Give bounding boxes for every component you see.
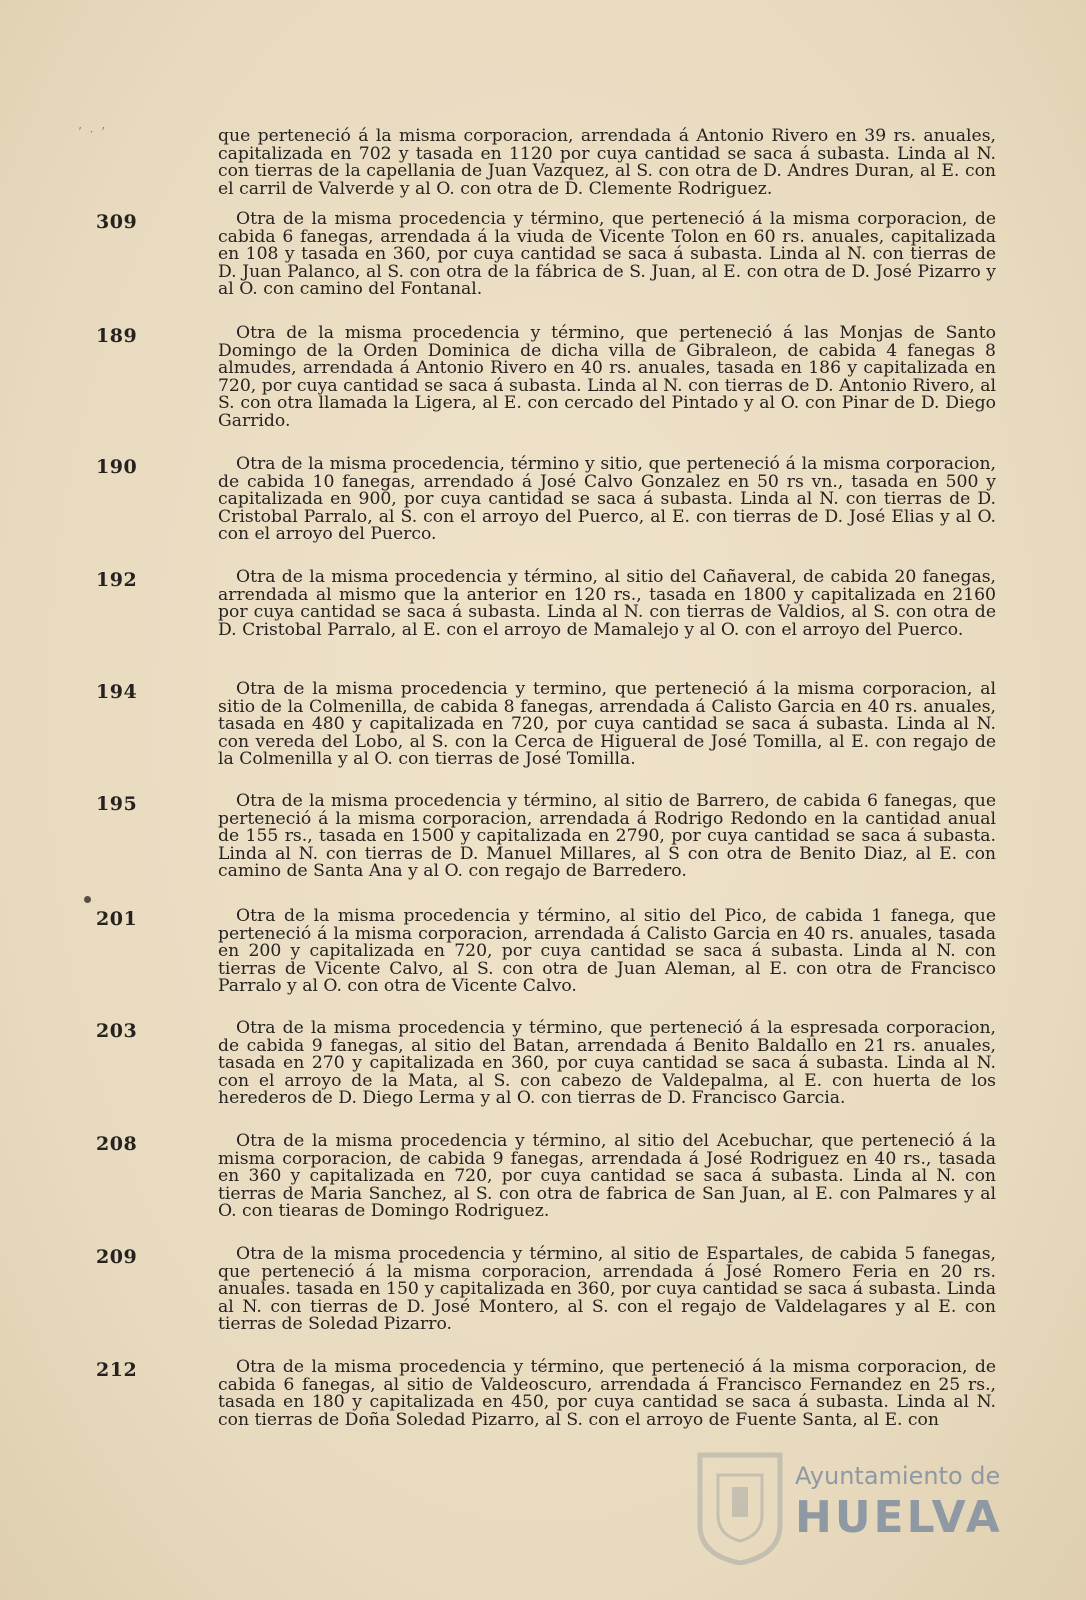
entry-text: Otra de la misma procedencia, término y sitio, que perteneció á la misma corporacion, de cabida 10 fanegas, arrendado á José Calvo Gonzalez en 50 rs vn., tasada en 500 y capitalizada en 900, por cuya cantidad se saca á subasta. Linda al N. con tierras de D. Cristobal Parralo, al S. con el arroyo del Puerco, al E. con tierras de D. José Elias y al O. con el arroyo del Puerco. [218, 454, 996, 545]
entry-text: Otra de la misma procedencia y término, al sitio de Espartales, de cabida 5 fanegas, que perteneció á la misma corporacion, arrendada á José Romero Feria en 20 rs. anuales. tasada en 150 y capitalizada en 360, por cuya cantidad se saca á subasta. Linda al N. con tierras de D. José Montero, al S. con el regajo de Valdelagares y al E. con tierras de Soledad Pizarro. [218, 1244, 996, 1335]
entry-text: Otra de la misma procedencia y término, que perteneció á la misma corporacion, de cabida 6 fanegas, arrendada á la viuda de Vicente Tolon en 60 rs. anuales, capitalizada en 108 y tasada en 360, por cuya cantidad se saca á subasta. Linda al N. con tierras de D. Juan Palanco, al S. con otra de la fábrica de S. Juan, al E. con otra de D. José Pizarro y al O. con camino del Fontanal. [218, 209, 996, 300]
watermark-line-2: HUELVA [795, 1492, 1003, 1543]
entry-number: 192 [96, 569, 138, 591]
entry-text: Otra de la misma procedencia y término, al sitio de Barrero, de cabida 6 fanegas, que perteneció á la misma corporacion, arrendada á Rodrigo Redondo en la cantidad anual de 155 rs., tasada en 1500 y capitalizada en 2790, por cuya cantidad se saca á subasta. Linda al N. con tierras de D. Manuel Millares, al S con otra de Benito Diaz, al E. con camino de Santa Ana y al O. con regajo de Barredero. [218, 791, 996, 882]
entry-number: 194 [96, 681, 138, 703]
margin-marks: ’ · ’ [78, 125, 108, 139]
entry-number: 208 [96, 1133, 138, 1155]
entry-number: 209 [96, 1246, 138, 1268]
entry-text: Otra de la misma procedencia y término, al sitio del Acebuchar, que perteneció á la misma corporacion, de cabida 9 fanegas, arrendada á José Rodriguez en 40 rs., tasada en 360 y capitalizada en 720, por cuya cantidad se saca á subasta. Linda al N. con tierras de Maria Sanchez, al S. con otra de fabrica de San Juan, al E. con Palmares y al O. con tiearas de Domingo Rodriguez. [218, 1131, 996, 1222]
ink-spot [84, 896, 91, 903]
entry-text: Otra de la misma procedencia y término, que perteneció á la misma corporacion, de cabida 6 fanegas, al sitio de Valdeoscuro, arrendada á Francisco Fernandez en 25 rs., tasada en 180 y capitalizada en 450, por cuya cantidad se saca á subasta. Linda al N. con tierras de Doña Soledad Pizarro, al S. con el arroyo de Fuente Santa, al E. con [218, 1357, 996, 1430]
entry-text: Otra de la misma procedencia y término, al sitio del Cañaveral, de cabida 20 fanegas, arrendada al mismo que la anterior en 120 rs., tasada en 1800 y capitalizada en 2160 por cuya cantidad se saca á subasta. Linda al N. con tierras de Valdios, al S. con otra de D. Cristobal Parralo, al E. con el arroyo de Mamalejo y al O. con el arroyo del Puerco. [218, 567, 996, 640]
entry-number: 212 [96, 1359, 138, 1381]
entry-number: 189 [96, 325, 138, 347]
entry-text: que perteneció á la misma corporacion, arrendada á Antonio Rivero en 39 rs. anuales, capitalizada en 702 y tasada en 1120 por cuya cantidad se saca á subasta. Linda al N. con tierras de la capellania de Juan Vazquez, al S. con otra de D. Andres Duran, al E. con el carril de Valverde y al O. con otra de D. Clemente Rodriguez. [218, 126, 996, 199]
entry-text: Otra de la misma procedencia y término, que perteneció á la espresada corporacion, de cabida 9 fanegas, al sitio del Batan, arrendada á Benito Baldallo en 21 rs. anuales, tasada en 270 y capitalizada en 360, por cuya cantidad se saca á subasta. Linda al N. con el arroyo de la Mata, al S. con cabezo de Valdepalma, al E. con huerta de los herederos de D. Diego Lerma y al O. con tierras de D. Francisco Garcia. [218, 1018, 996, 1109]
watermark-line-1: Ayuntamiento de [795, 1462, 1001, 1490]
entry-number: 309 [96, 211, 138, 233]
entry-number: 203 [96, 1020, 138, 1042]
entry-number: 190 [96, 456, 138, 478]
entry-text: Otra de la misma procedencia y término, que perteneció á las Monjas de Santo Domingo de la Orden Dominica de dicha villa de Gibraleon, de cabida 4 fanegas 8 almudes, arrendada á Antonio Rivero en 40 rs. anuales, tasada en 186 y capitalizada en 720, por cuya cantidad se saca á subasta. Linda al N. con tierras de D. Antonio Rivero, al S. con otra llamada la Ligera, al E. con cercado del Pintado y al O. con Pinar de D. Diego Garrido. [218, 323, 996, 431]
entry-text: Otra de la misma procedencia y termino, que perteneció á la misma corporacion, al sitio de la Colmenilla, de cabida 8 fanegas, arrendada á Calisto Garcia en 40 rs. anuales, tasada en 480 y capitalizada en 720, por cuya cantidad se saca á subasta. Linda al N. con vereda del Lobo, al S. con la Cerca de Higueral de José Tomilla, al E. con regajo de la Colmenilla y al O. con tierras de José Tomilla. [218, 679, 996, 770]
entry-number: 195 [96, 793, 138, 815]
entry-number: 201 [96, 908, 138, 930]
entry-text: Otra de la misma procedencia y término, al sitio del Pico, de cabida 1 fanega, que perteneció á la misma corporacion, arrendada á Calisto Garcia en 40 rs. anuales, tasada en 200 y capitalizada en 720, por cuya cantidad se saca á subasta. Linda al N. con tierras de Vicente Calvo, al S. con otra de Juan Aleman, al E. con otra de Francisco Parralo y al O. con otra de Vicente Calvo. [218, 906, 996, 997]
